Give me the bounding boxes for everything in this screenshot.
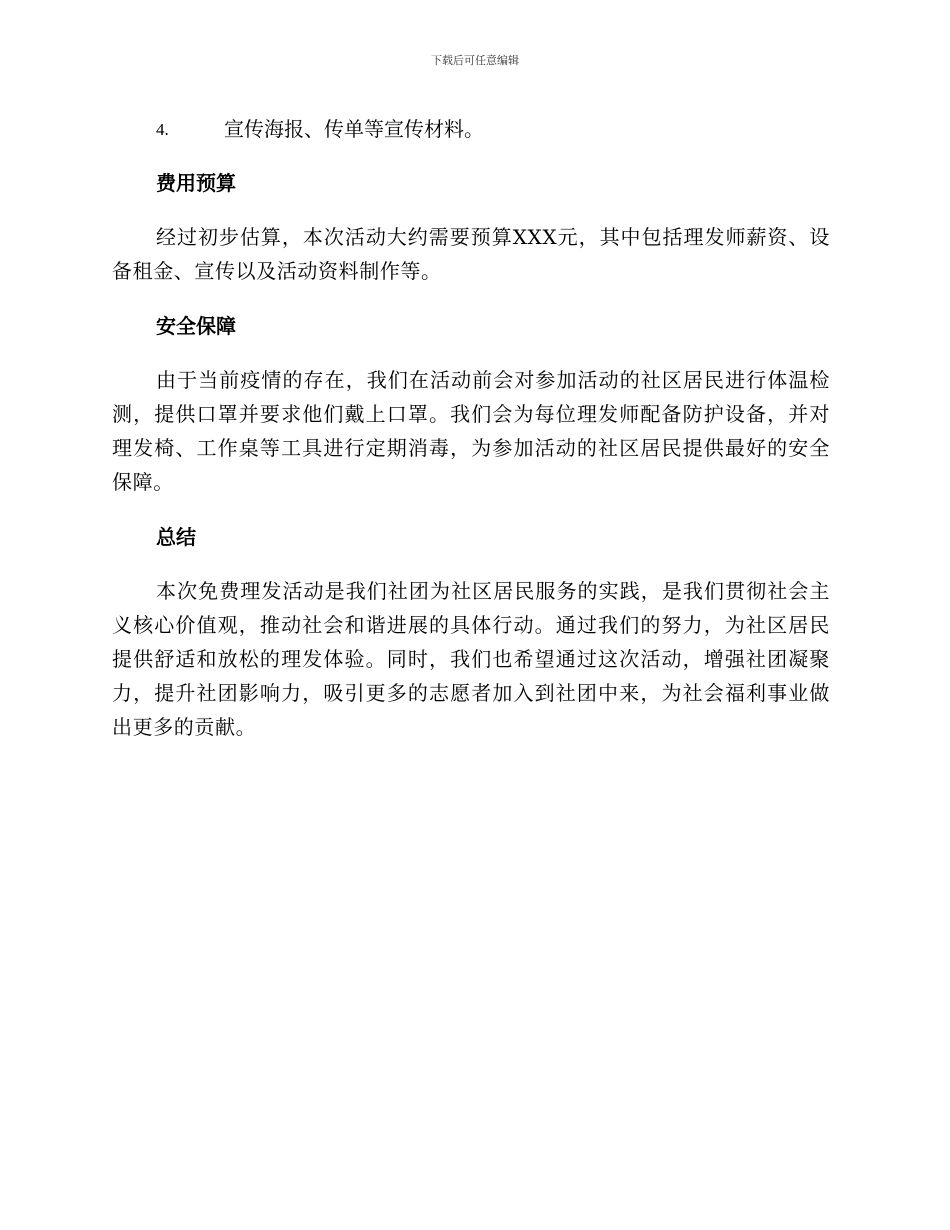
section-heading-summary: 总结 bbox=[156, 525, 196, 549]
section-heading-budget: 费用预算 bbox=[156, 171, 236, 195]
section-paragraph-summary: 本次免费理发活动是我们社团为社区居民服务的实践，是我们贯彻社会主义核心价值观，推动社会和谐进展的具体行动。通过我们的努力，为社区居民提供舒适和放松的理发体验。同时，我们也希望通过这次活动，增强社团凝聚力，提升社团影响力，吸引更多的志愿者加入到社团中来，为社会福利事业做出更多的贡献。 bbox=[112, 579, 830, 739]
page-header: 下载后可任意编辑 bbox=[431, 54, 519, 67]
list-item bbox=[112, 112, 830, 146]
document-body bbox=[112, 112, 830, 765]
section-paragraph-safety: 由于当前疫情的存在，我们在活动前会对参加活动的社区居民进行体温检测，提供口罩并要求他们戴上口罩。我们会为每位理发师配备防护设备，并对理发椅、工作桌等工具进行定期消毒，为参加活动的社区居民提供最好的安全保障。 bbox=[112, 368, 830, 494]
list-item-text: 宣传海报、传单等宣传材料。 bbox=[224, 117, 484, 141]
section-paragraph-budget: 经过初步估算，本次活动大约需要预算XXX元，其中包括理发师薪资、设备租金、宣传以及活动资料制作等。 bbox=[112, 225, 830, 283]
section-heading-safety: 安全保障 bbox=[156, 314, 236, 338]
list-item-number: 4. bbox=[156, 120, 169, 139]
